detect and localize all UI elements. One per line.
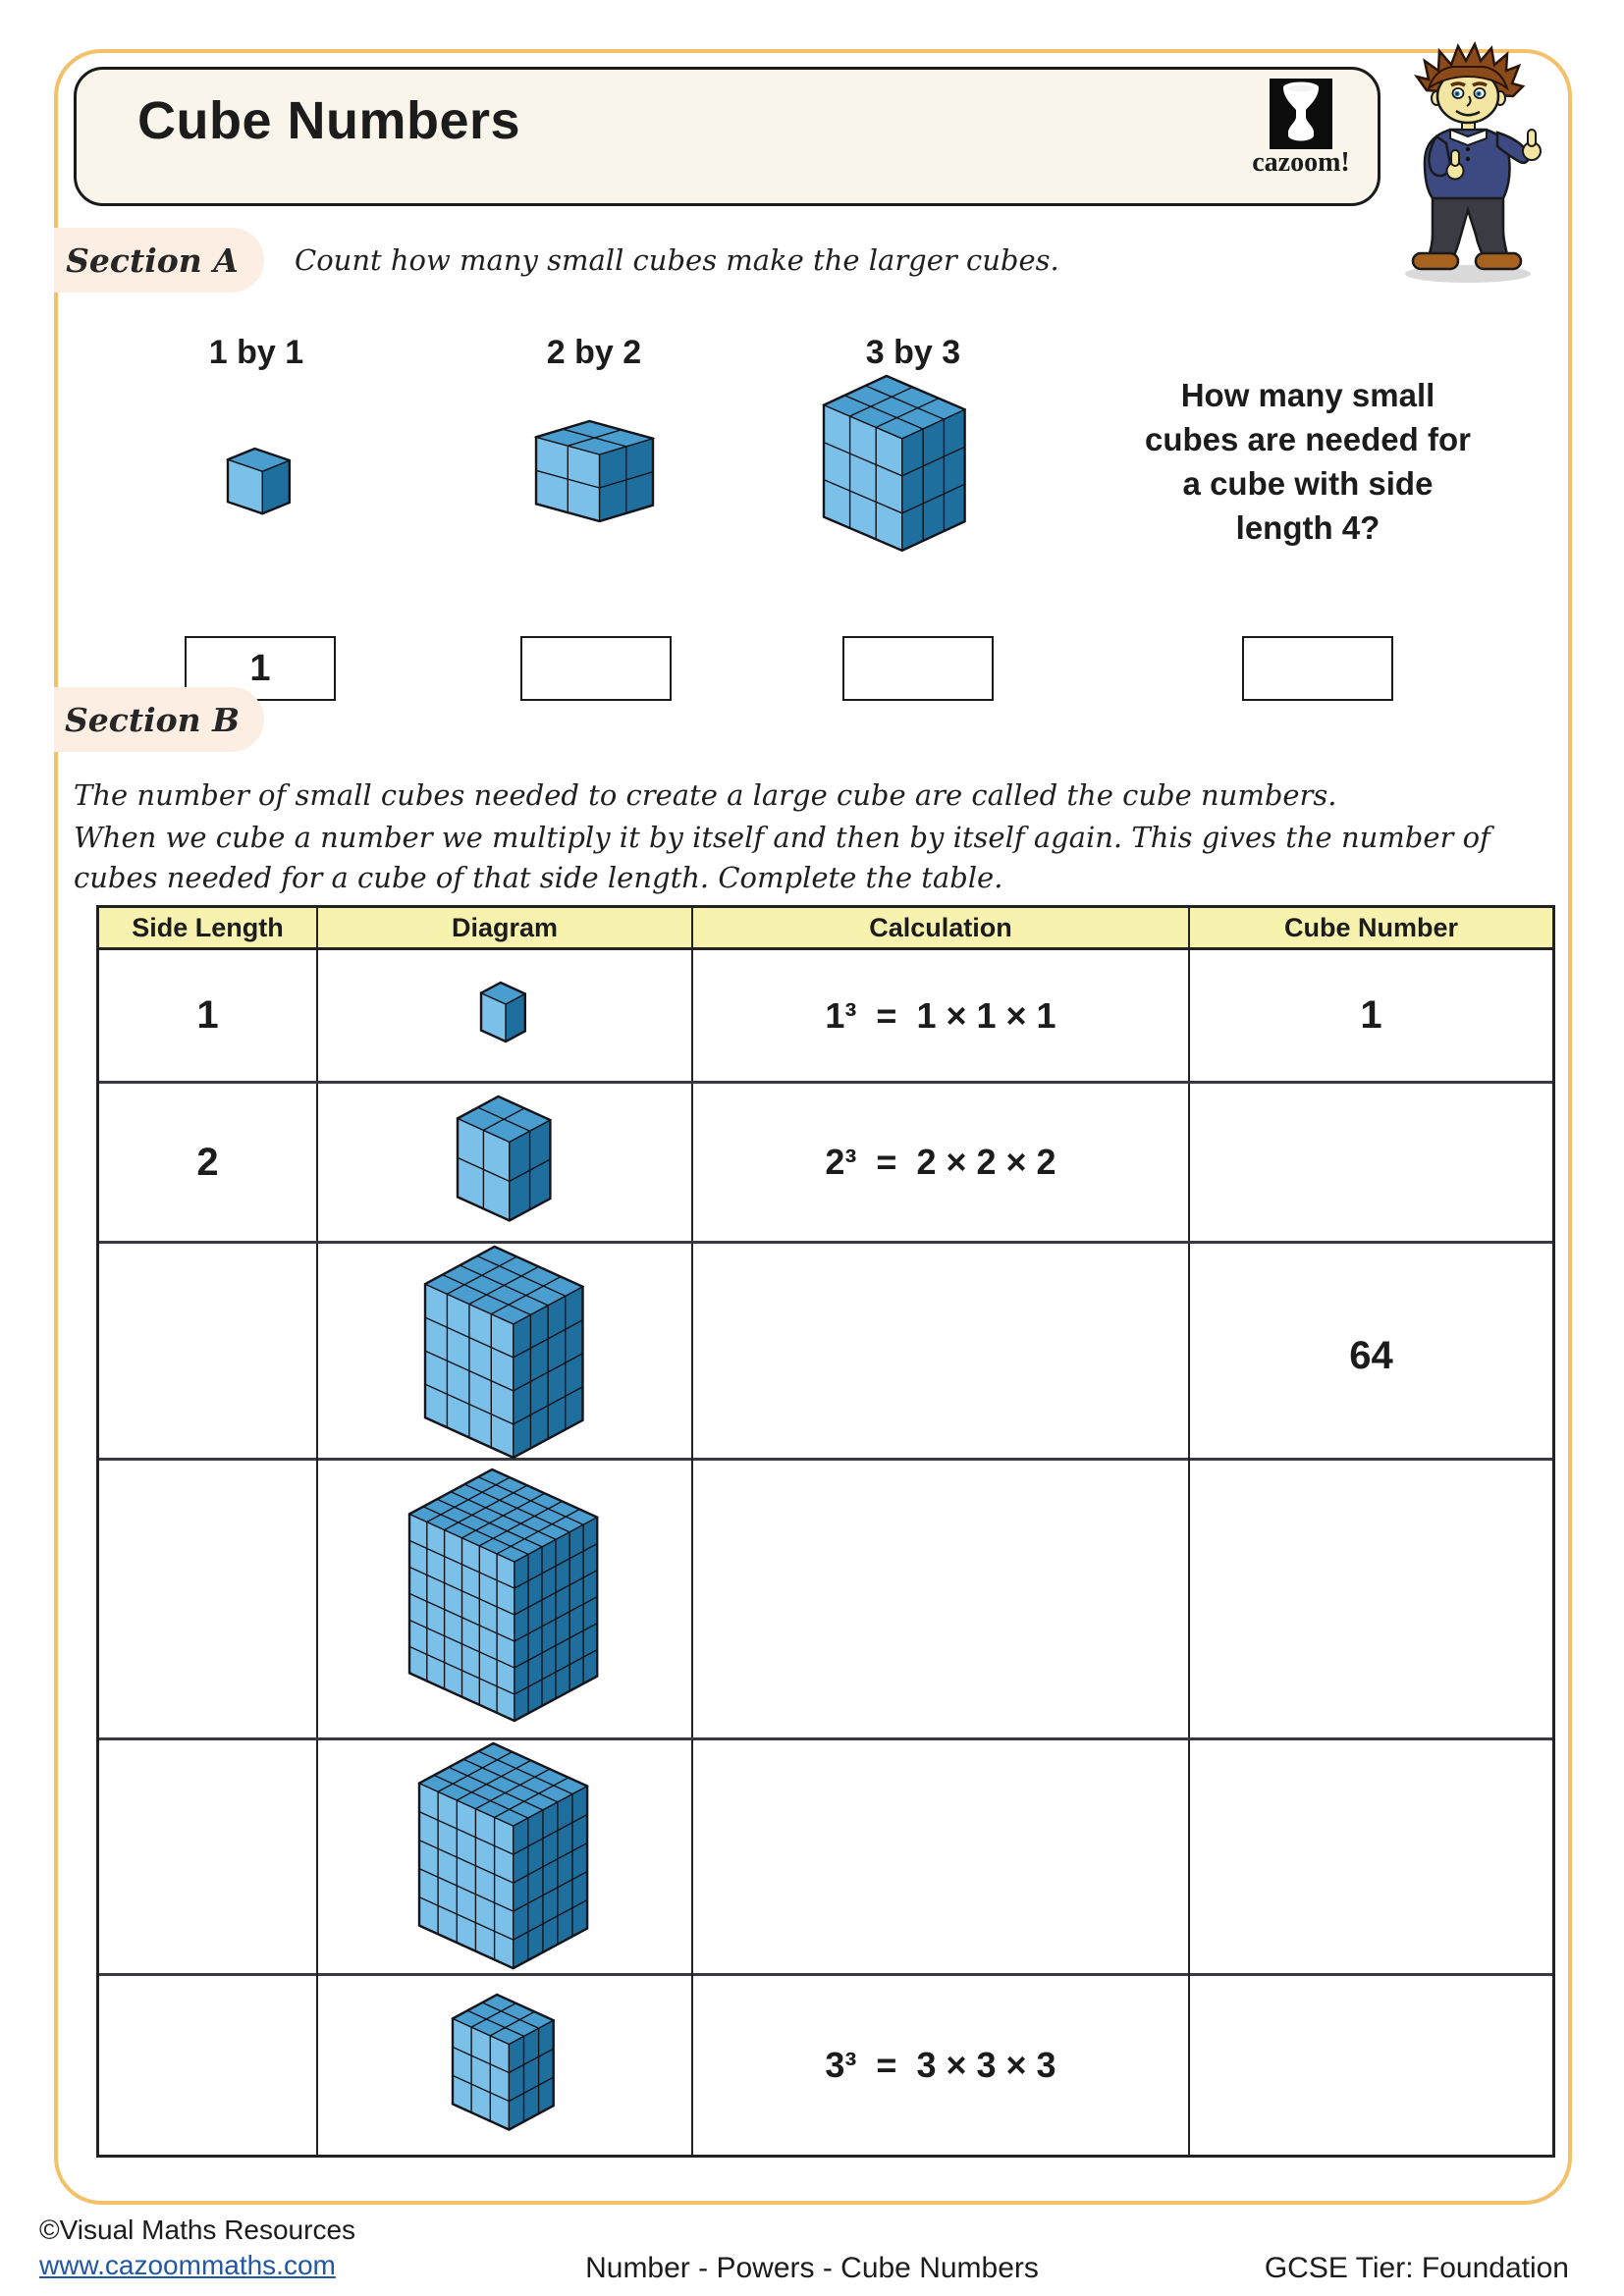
column-header-diagram: Diagram — [318, 908, 693, 947]
cazoom-logo — [1232, 79, 1370, 188]
cube-number-cell — [1190, 1461, 1552, 1737]
cube-diagram — [406, 1467, 603, 1732]
cube-numbers-table — [96, 905, 1555, 2158]
answer-box-1by1: 1 — [185, 636, 336, 701]
side-length-cell — [99, 1976, 318, 2155]
diagram-cell — [318, 1740, 693, 1979]
side-length-cell — [99, 1461, 318, 1737]
calculation-cell — [693, 1244, 1190, 1468]
section-b-intro-2: When we cube a number we multiply it by itself and then by itself again. This gives the number of cubes needed for a cube of that side length. Complete the table. — [74, 821, 1490, 894]
drum-icon — [1270, 79, 1332, 149]
diagram-cell — [318, 1084, 693, 1241]
section-b-pill — [54, 687, 264, 752]
table-row — [99, 1976, 1552, 2155]
cube-diagram-3by3 — [821, 373, 971, 561]
answer-box-3by3 — [842, 636, 994, 701]
brand-name: cazoom! — [1252, 147, 1350, 178]
cube-diagram — [478, 980, 531, 1052]
table-row — [99, 1461, 1552, 1740]
cube-number-cell — [1190, 1976, 1552, 2155]
calculation-cell — [693, 1740, 1190, 1979]
side-length-4-question: How many small cubes are needed for a cube with side length 4? — [1145, 377, 1471, 546]
table-row — [99, 950, 1552, 1084]
section-a-instruction: Count how many small cubes make the larger cubes. — [295, 243, 1059, 277]
footer-website-link[interactable]: www.cazoommaths.com — [39, 2250, 336, 2280]
cube-label-3by3: 3 by 3 — [865, 334, 961, 371]
cube-label-1by1: 1 by 1 — [208, 334, 304, 371]
cube-diagram-2by2 — [533, 418, 659, 532]
side-length-cell — [99, 1244, 318, 1468]
cube-diagram — [416, 1740, 593, 1979]
diagram-cell — [318, 1244, 693, 1468]
calculation-cell: 1³ = 1 × 1 × 1 — [693, 950, 1190, 1081]
cube-label-2by2: 2 by 2 — [546, 334, 642, 371]
cube-number-cell — [1190, 1084, 1552, 1241]
cube-number-cell — [1190, 1740, 1552, 1979]
side-length-cell — [99, 1740, 318, 1979]
diagram-cell — [318, 950, 693, 1081]
column-header-cube-number: Cube Number — [1190, 908, 1552, 947]
diagram-cell — [318, 1976, 693, 2155]
section-b-label: Section B — [64, 700, 241, 739]
diagram-cell — [318, 1461, 693, 1737]
table-row — [99, 1084, 1552, 1244]
footer-tier: GCSE Tier: Foundation — [1264, 2252, 1569, 2284]
answer-box-2by2 — [520, 636, 672, 701]
side-length-cell: 1 — [99, 950, 318, 1081]
mascot-boy-thumbs-up — [1368, 41, 1574, 287]
table-header-row — [99, 908, 1552, 950]
cube-diagram — [455, 1094, 556, 1231]
cube-diagram — [450, 1992, 560, 2140]
answer-box-side4 — [1242, 636, 1393, 701]
column-header-side-length: Side Length — [99, 908, 318, 947]
section-b-intro-1: The number of small cubes needed to create a large cube are called the cube numbers. — [74, 778, 1337, 812]
table-row — [99, 1740, 1552, 1976]
calculation-cell: 2³ = 2 × 2 × 2 — [693, 1084, 1190, 1241]
section-a-pill — [54, 228, 264, 293]
table-row — [99, 1244, 1552, 1461]
side-length-cell: 2 — [99, 1084, 318, 1241]
section-a-label: Section A — [66, 240, 239, 280]
cube-diagram-1by1 — [225, 446, 296, 524]
cube-diagram — [422, 1244, 588, 1468]
cube-number-cell: 64 — [1349, 1334, 1393, 1377]
footer-copyright: ©Visual Maths Resources — [39, 2215, 356, 2245]
cube-number-cell: 1 — [1360, 993, 1382, 1037]
page-title: Cube Numbers — [137, 91, 521, 150]
footer-topic: Number - Powers - Cube Numbers — [585, 2252, 1039, 2284]
column-header-calculation: Calculation — [693, 908, 1190, 947]
calculation-cell — [693, 1461, 1190, 1737]
calculation-cell: 3³ = 3 × 3 × 3 — [693, 1976, 1190, 2155]
